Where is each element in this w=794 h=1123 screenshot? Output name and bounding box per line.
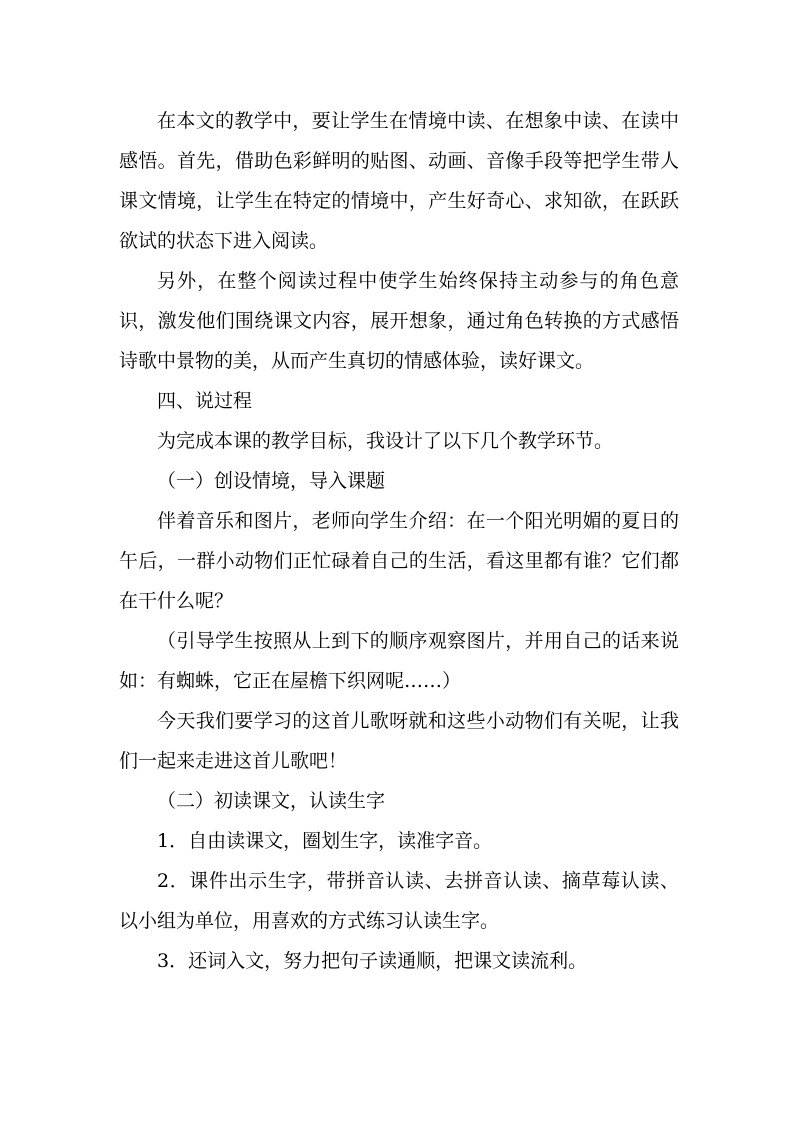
- section-heading-process: 四、说过程: [157, 390, 253, 412]
- paragraph-todays-lesson: 今天我们要学习的这首儿歌呀就和这些小动物们有关呢，让我们一起来走进这首儿歌吧！: [119, 710, 679, 772]
- subheading-step-two: （二）初读课文，认读生字: [157, 790, 386, 812]
- list-item-2: 2．课件出示生字，带拼音认读、去拼音认读、摘草莓认读、以小组为单位，用喜欢的方式练习认读生字。: [119, 870, 679, 932]
- paragraph-reading-method: 在本文的教学中，要让学生在情境中读、在想象中读、在读中感悟。首先，借助色彩鲜明的贴图、动画、音像手段等把学生带人课文情境，让学生在特定的情境中，产生好奇心、求知欲，在跃跃欲试的状态下进入阅读。: [119, 110, 679, 252]
- subheading-step-one: （一）创设情境，导入课题: [157, 470, 386, 492]
- list-item-3: 3．还词入文，努力把句子读通顺，把课文读流利。: [157, 950, 588, 972]
- document-body: [119, 101, 679, 981]
- paragraph-teaching-steps-intro: 为完成本课的教学目标，我设计了以下几个教学环节。: [157, 430, 614, 452]
- paragraph-music-intro: 伴着音乐和图片，老师向学生介绍：在一个阳光明媚的夏日的午后，一群小动物们正忙碌着自己的生活，看这里都有谁？它们都在干什么呢？: [119, 510, 679, 612]
- paragraph-role-awareness: 另外，在整个阅读过程中使学生始终保持主动参与的角色意识，激发他们围绕课文内容，展开想象，通过角色转换的方式感悟诗歌中景物的美，从而产生真切的情感体验，读好课文。: [119, 270, 679, 372]
- list-item-1: 1．自由读课文，圈划生字，读准字音。: [157, 830, 493, 852]
- paragraph-observe-pictures: （引导学生按照从上到下的顺序观察图片，并用自己的话来说如：有蜘蛛，它正在屋檐下织网呢……）: [119, 630, 679, 692]
